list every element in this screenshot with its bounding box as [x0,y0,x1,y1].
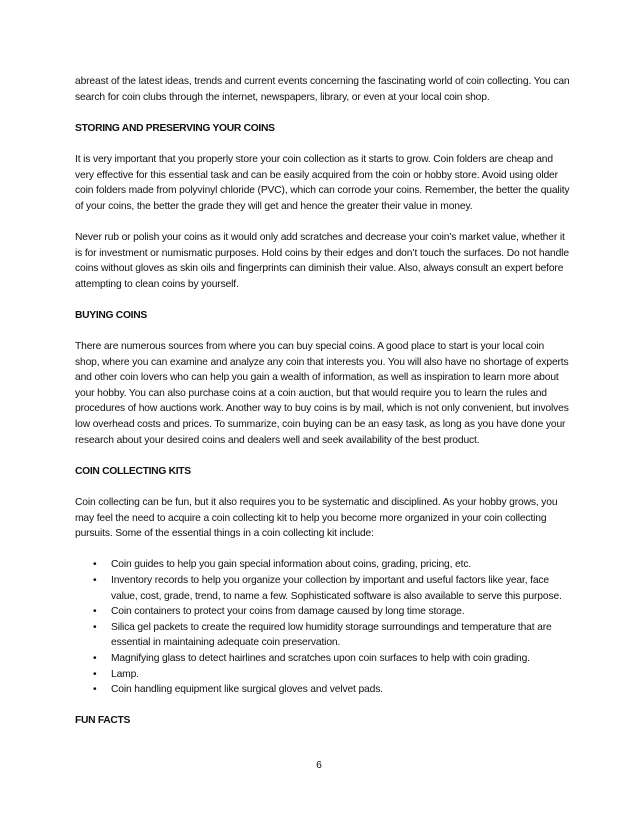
page-number: 6 [316,760,322,771]
list-item [75,573,571,604]
heading-kits: COIN COLLECTING KITS [75,465,191,477]
heading-storing: STORING AND PRESERVING YOUR COINS [75,122,275,134]
list-item-text: Coin guides to help you gain special information about coins, grading, pricing, etc. [111,559,472,571]
document-page [75,74,571,745]
intro-paragraph: abreast of the latest ideas, trends and current events concerning the fascinating world of coin collecting. You can search for coin clubs through the internet, newspapers, library, or even at your local coin shop. [75,76,570,103]
list-item-text: Coin handling equipment like surgical gloves and velvet pads. [111,684,383,696]
bullet-icon: • [93,559,97,571]
list-item [75,604,571,620]
bullet-icon: • [93,621,97,633]
bullet-icon: • [93,606,97,618]
bullet-icon: • [93,652,97,664]
list-item [75,682,571,698]
storing-paragraph-2: Never rub or polish your coins as it would only add scratches and decrease your coin’s market value, whether it is for investment or numismatic purposes. Hold coins by their edges and don’t touch the surfaces. Do not handle coins without gloves as skin oils and fingerprints can diminish their value. Also, always consult an expert before attempting to clean coins by yourself. [75,231,569,290]
list-item-text: Inventory records to help you organize your collection by important and useful factors like year, face value, cost, grade, trend, to name a few. Sophisticated software is also available to serve this purpose. [111,575,562,602]
buying-paragraph: There are numerous sources from where you can buy special coins. A good place to start is your local coin shop, where you can examine and analyze any coin that interests you. You will also have no shortage of experts and other coin lovers who can help you gain a wealth of information, as well as inspiration to learn more about your hobby. You can also purchase coins at a coin auction, but that would require you to learn the rules and procedures of how auctions work. Another way to buy coins is by mail, which is not only convenient, but involves low overhead costs and prices. To summarize, coin buying can be an easy task, as long as you have done your research about your desired coins and dealers well and seek availability of the best product. [75,341,569,446]
storing-paragraph-1: It is very important that you properly store your coin collection as it starts to grow. Coin folders are cheap and very effective for this essential task and can be easily acquired from the coin or hobby store. Avoid using older coin folders made from polyvinyl chloride (PVC), which can corrode your coins. Remember, the better the quality of your coins, the better the grade they will get and hence the greater their value in money. [75,153,570,212]
list-item-text: Silica gel packets to create the required low humidity storage surroundings and temperature that are essential in maintaining adequate coin preservation. [111,621,552,649]
list-item [75,620,571,651]
list-item [75,651,571,667]
kit-items-list [75,557,571,697]
list-item [75,667,571,683]
list-item [75,557,571,573]
bullet-icon: • [93,668,97,680]
list-item-text: Lamp. [111,668,139,680]
list-item-text: Magnifying glass to detect hairlines and scratches upon coin surfaces to help with coin grading. [111,652,530,664]
bullet-icon: • [93,575,97,586]
kits-paragraph: Coin collecting can be fun, but it also requires you to be systematic and disciplined. As your hobby grows, you may feel the need to acquire a coin collecting kit to help you become more organized in your coin collecting pursuits. Some of the essential things in a coin collecting kit include: [75,497,558,540]
heading-buying: BUYING COINS [75,309,147,321]
list-item-text: Coin containers to protect your coins from damage caused by long time storage. [111,606,465,618]
bullet-icon: • [93,684,97,696]
heading-fun-facts: FUN FACTS [75,715,131,727]
